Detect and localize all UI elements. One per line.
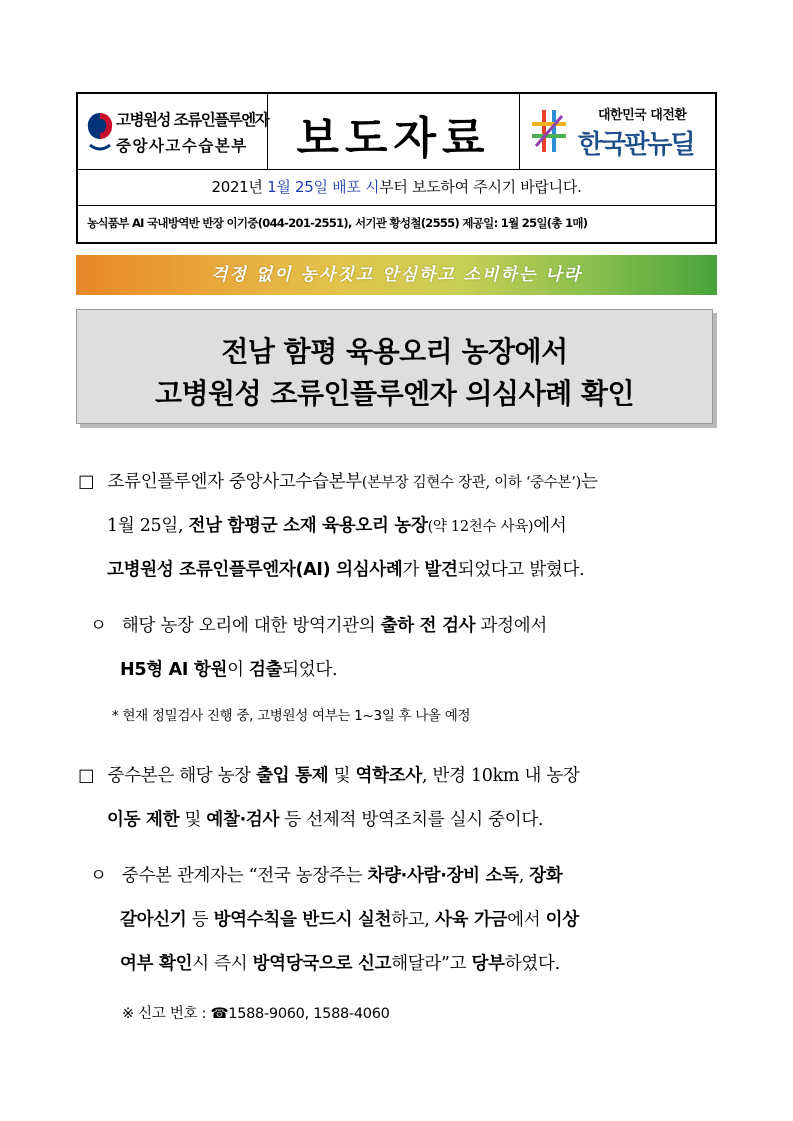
text-run: 에서 (507, 910, 546, 930)
phone-icon: ☎ (210, 1006, 229, 1022)
section1-sub-line1 (90, 612, 547, 637)
hotline-numbers: 1588-9060, 1588-4060 (228, 1006, 390, 1022)
new-deal-tagline: 대한민국 대전환 (598, 108, 687, 123)
new-deal-cell (520, 94, 715, 169)
hotline-line (122, 1002, 390, 1023)
text-run: (본부장 김현수 장관, 이하 ‘중수본’) (361, 475, 581, 491)
text-run: 되었다. (282, 660, 338, 680)
bold-run: H5형 AI 항원 (120, 660, 228, 680)
bold-run: 고병원성 조류인플루엔자(AI) 의심사례 (107, 560, 403, 580)
org-name-line2: 중앙사고수습본부 (116, 137, 248, 155)
sub-bullet: ㅇ (90, 866, 107, 886)
text-run: 해달라”고 (391, 954, 472, 974)
bold-run: 이동 제한 (107, 810, 180, 830)
slogan-banner (76, 255, 717, 295)
header-top-row (78, 94, 715, 170)
section1-line2 (107, 512, 567, 537)
release-notice (78, 169, 715, 206)
bold-run: 역학조사 (355, 766, 422, 786)
section1-bullet: □ (78, 472, 95, 492)
banner-slogan: 걱정 없이 농사짓고 안심하고 소비하는 나라 (210, 265, 583, 285)
text-run: 조류인플루엔자 중앙사고수습본부 (107, 472, 362, 492)
text-run: 하고, (391, 910, 435, 930)
text-run: 및 (328, 766, 356, 786)
doc-type-title: 보도자료 (296, 113, 491, 164)
bold-run: 출입 통제 (256, 766, 329, 786)
doc-type-cell (268, 94, 520, 169)
section2-sub-line3 (120, 950, 560, 975)
bold-run: 당부 (471, 954, 505, 974)
new-deal-name: 한국판뉴딜 (578, 130, 694, 160)
text-run: 등 선제적 방역조치를 실시 중이다. (279, 810, 544, 830)
text-run: 되었다고 밝혔다. (457, 560, 585, 580)
release-text-2: 부터 보도하여 주시기 바랍니다. (379, 178, 582, 196)
text-run: 에서 (533, 516, 567, 536)
government-emblem-icon (86, 107, 114, 157)
section1-line3 (107, 556, 584, 581)
bold-run: 예찰·검사 (206, 810, 280, 830)
bold-run: 발견 (424, 560, 458, 580)
bold-run: 장화 (529, 866, 563, 886)
bold-run: 이상 (545, 910, 579, 930)
text-run: 및 (179, 810, 207, 830)
headline-box (76, 309, 713, 424)
bold-run: 여부 확인 (120, 954, 193, 974)
text-run: 가 (402, 560, 425, 580)
text-run: 해당 농장 오리에 대한 방역기관의 (121, 616, 381, 636)
org-name-line1: 고병원성 조류인플루엔자 (116, 111, 269, 129)
text-run: , (518, 866, 530, 886)
text-run: 는 (580, 472, 598, 492)
section2-sub-line1 (90, 862, 563, 887)
text-run: 중수본 관계자는 “전국 농장주는 (121, 866, 368, 886)
section2-line1 (78, 762, 580, 787)
bold-run: 출하 전 검사 (380, 616, 476, 636)
hotline-label: ※ 신고 번호 : (122, 1006, 211, 1022)
press-header (76, 92, 717, 244)
section1-sub-line2 (120, 656, 337, 681)
contact-info: 농식품부 AI 국내방역반 반장 이기중(044-201-2551), 서기관 황성철(2555) 제공일: 1월 25일(총 1매) (87, 216, 588, 230)
text-run: 시 즉시 (192, 954, 253, 974)
text-run: , 반경 10km 내 농장 (421, 766, 580, 786)
bold-run: 갈아신기 (120, 910, 187, 930)
release-date: 1월 25일 배포 시 (267, 178, 380, 196)
sub-bullet: ㅇ (90, 616, 107, 636)
org-cell (78, 94, 268, 169)
bold-run: 차량·사람·장비 소독 (367, 866, 519, 886)
text-run: 하였다. (504, 954, 560, 974)
text-run: 등 (186, 910, 214, 930)
text-run: (약 12천수 사육) (427, 519, 534, 535)
bold-run: 방역수칙을 반드시 실천 (213, 910, 392, 930)
text-run: 중수본은 해당 농장 (107, 766, 257, 786)
bold-run: 전남 함평군 소재 육용오리 농장 (188, 516, 428, 536)
bold-run: 방역당국으로 신고 (252, 954, 392, 974)
section2-line2 (107, 806, 543, 831)
section1-footnote: * 현재 정밀검사 진행 중, 고병원성 여부는 1~3일 후 나올 예정 (112, 708, 471, 724)
section1-line1 (78, 468, 598, 493)
new-deal-logo-icon (530, 102, 570, 160)
text-run: 1월 25일, (107, 516, 189, 536)
section2-sub-line2 (120, 906, 579, 931)
release-text-1: 2021년 (211, 178, 268, 196)
bold-run: 사육 가금 (434, 910, 508, 930)
text-run: 과정에서 (475, 616, 547, 636)
headline-line1: 전남 함평 육용오리 농장에서 (221, 335, 568, 368)
text-run: 이 (227, 660, 249, 680)
bold-run: 검출 (248, 660, 283, 680)
section2-bullet: □ (78, 766, 95, 786)
headline-line2: 고병원성 조류인플루엔자 의심사례 확인 (154, 377, 635, 410)
